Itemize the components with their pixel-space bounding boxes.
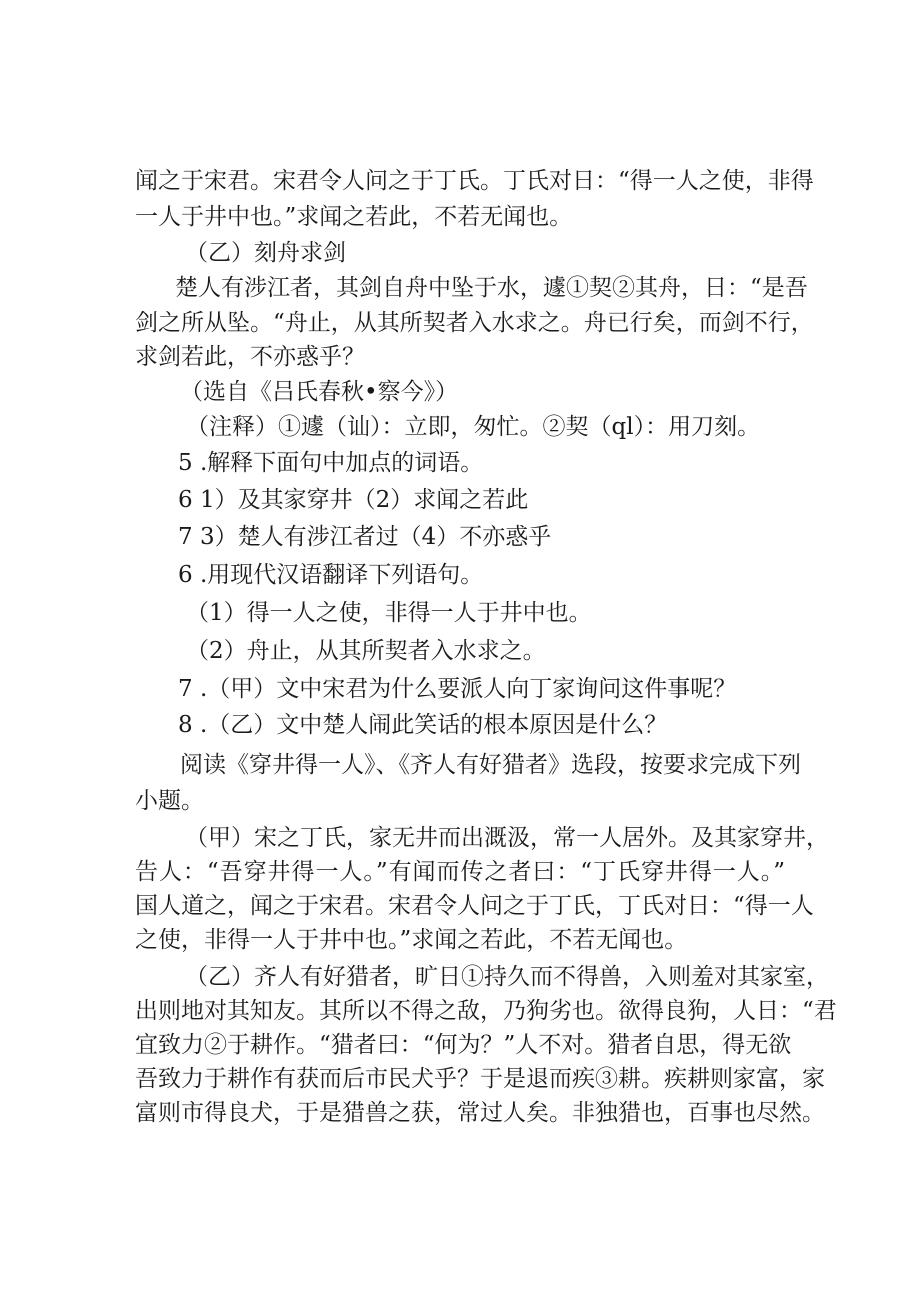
text-line: 求剑若此，不亦惑乎？ — [135, 344, 365, 370]
question-line: （1）得一人之使，非得一人于井中也。 — [186, 600, 592, 626]
text-line: 小题。 — [135, 788, 204, 814]
text-line: 剑之所从坠。“舟止，从其所契者入水求之。舟已行矣，而剑不行， — [135, 310, 814, 336]
text-line: 吾致力于耕作有获而后市民犬乎？于是退而疾③耕。疾耕则家富，家 — [135, 1066, 825, 1092]
text-line: （乙）齐人有好猎者，旷日①持久而不得兽，入则羞对其家室， — [185, 964, 829, 990]
text-line: 之使，非得一人于井中也。”求闻之若此，不若无闻也。 — [135, 927, 688, 953]
text-line: 出则地对其知友。其所以不得之敌，乃狗劣也。欲得良狗，人日：“君 — [135, 998, 837, 1024]
question-line: 8 .（乙）文中楚人闹此笑话的根本原因是什么？ — [178, 712, 668, 738]
text-line: 宜致力②于耕作。“猎者曰：“何为？”人不对。猎者自思，得无欲 — [135, 1032, 792, 1058]
text-line: 一人于井中也。”求闻之若此，不若无闻也。 — [135, 204, 573, 230]
text-line: （甲）宋之丁氏，家无井而出溉汲，常一人居外。及其家穿井， — [185, 825, 829, 851]
source-citation: （选自《吕氏春秋•察今》） — [180, 379, 459, 405]
question-line: 6 .用现代汉语翻译下列语句。 — [178, 562, 484, 588]
text-line: 富则市得良犬，于是猎兽之获，常过人矣。非独猎也，百事也尽然。 — [135, 1100, 825, 1126]
question-line: 6 1）及其家穿井（2）求闻之若此 — [178, 487, 529, 513]
question-line: 7 .（甲）文中宋君为什么要派人向丁家询问这件事呢？ — [178, 676, 737, 702]
section-heading: （乙）刻舟求剑 — [185, 240, 346, 266]
text-line: 告人：“吾穿井得一人。”有闻而传之者曰：“丁氏穿井得一人。” — [135, 859, 785, 885]
text-line: 闻之于宋君。宋君令人问之于丁氏。丁氏对日：“得一人之使，非得 — [135, 168, 814, 194]
text-line: 楚人有涉江者，其剑自舟中坠于水，遽①契②其舟，日：“是吾 — [175, 275, 808, 301]
question-line: 7 3）楚人有涉江者过（4）不亦惑乎 — [178, 524, 552, 550]
question-line: （2）舟止，从其所契者入水求之。 — [186, 638, 546, 664]
text-line: 国人道之，闻之于宋君。宋君令人问之于丁氏，丁氏对日：“得一人 — [135, 893, 814, 919]
question-line: 5 .解释下面句中加点的词语。 — [178, 450, 484, 476]
text-line: 阅读《穿井得一人》、《齐人有好猎者》选段，按要求完成下列 — [180, 752, 801, 778]
annotation-line: （注释）①遽（讪）：立即，匆忙。②契（ql）：用刀刻。 — [186, 414, 761, 440]
